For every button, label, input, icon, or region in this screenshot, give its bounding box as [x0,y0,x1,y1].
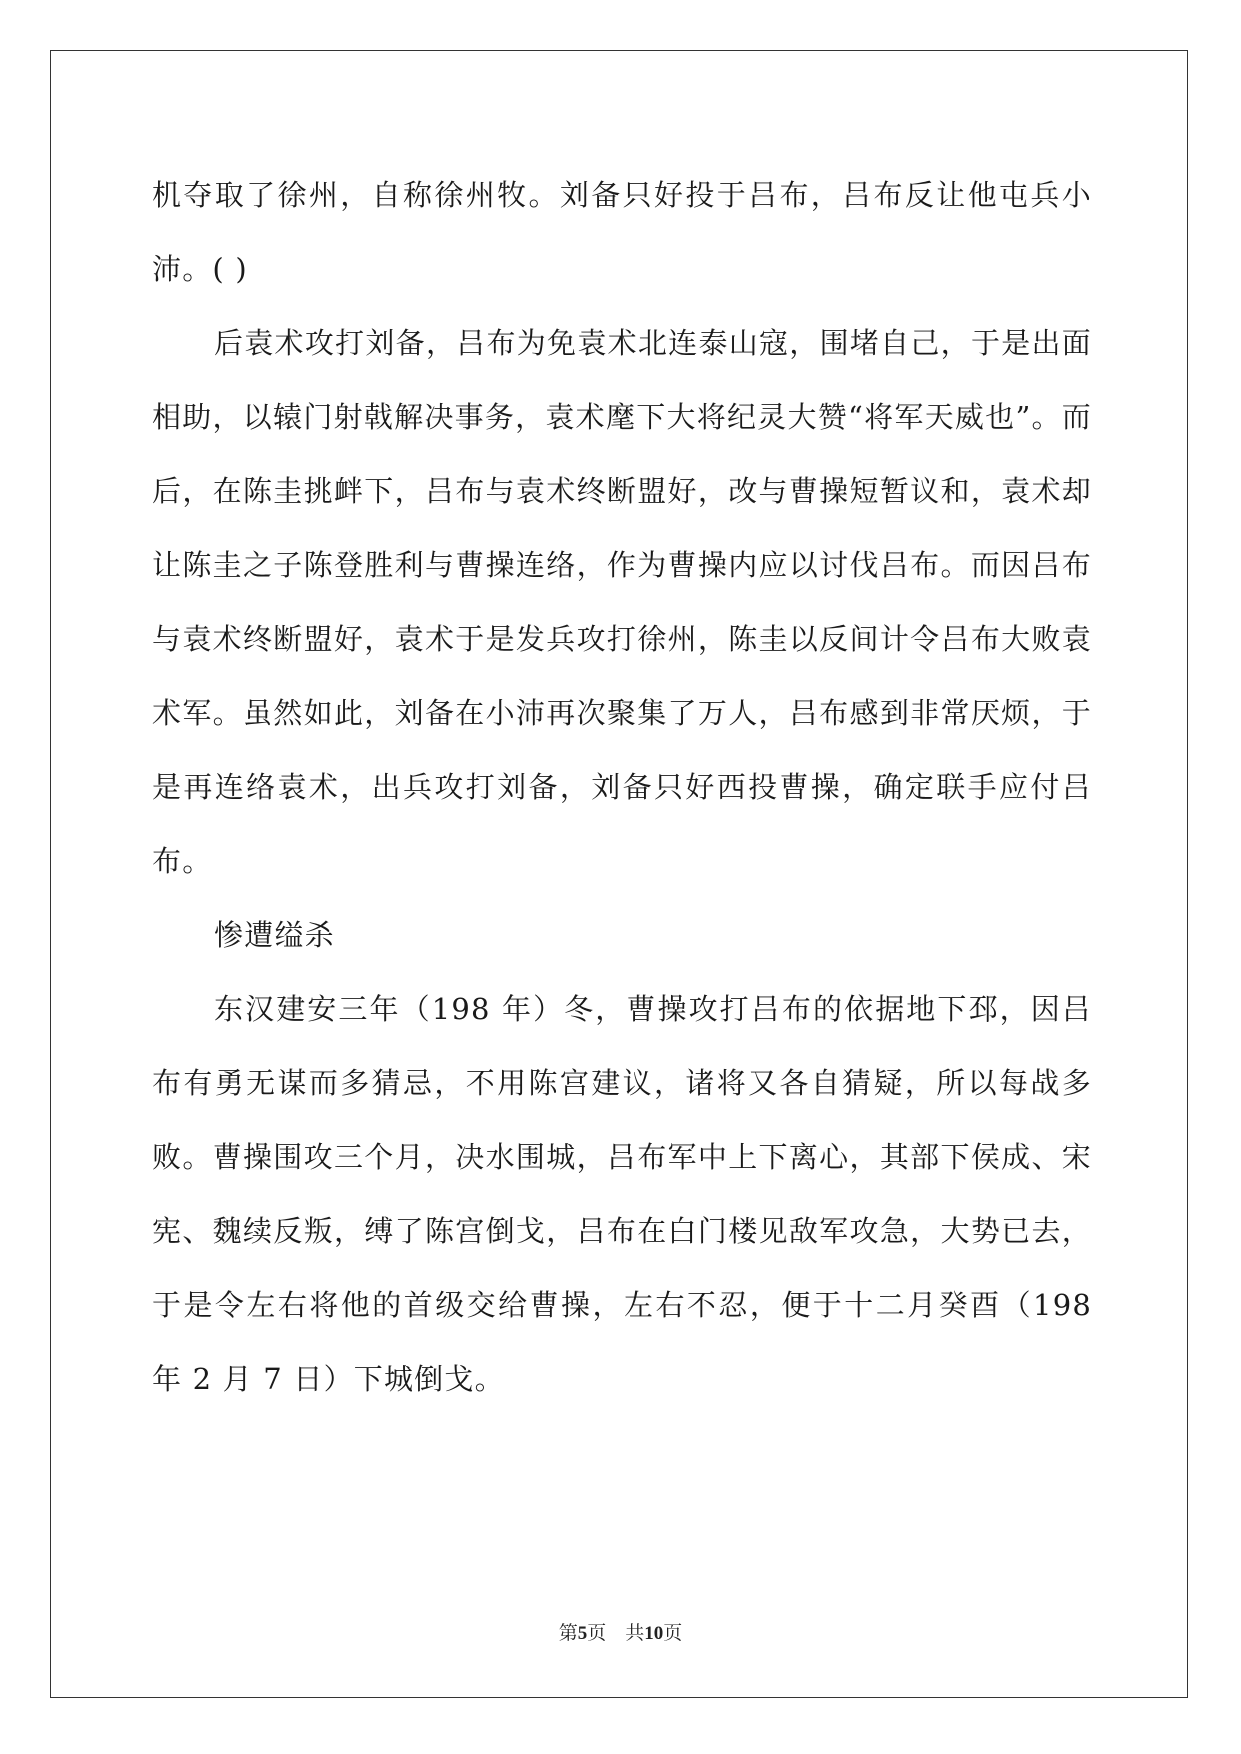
page-footer [0,1618,1241,1645]
page-mid: 页 共 [587,1622,645,1644]
page-prefix: 第 [558,1622,578,1644]
paragraph: 机夺取了徐州，自称徐州牧。刘备只好投于吕布，吕布反让他屯兵小沛。( ) [152,178,1092,286]
section-heading: 惨遭缢杀 [214,918,335,952]
paragraph: 东汉建安三年（198 年）冬，曹操攻打吕布的依据地下邳，因吕布有勇无谋而多猜忌，不用陈宫建议，诸将又各自猜疑，所以每战多败。曹操围攻三个月，决水围城，吕布军中上下离心，其部下侯成、宋宪、魏续反叛，缚了陈宫倒戈，吕布在白门楼见敌军攻急，大势已去，于是令左右将他的首级交给曹操，左右不忍，便于十二月癸酉（198 年 2 月 7 日）下城倒戈。 [152,992,1092,1396]
paragraph: 后袁术攻打刘备，吕布为免袁术北连泰山寇，围堵自己，于是出面相助，以辕门射戟解决事务，袁术麾下大将纪灵大赞“将军天威也”。而后，在陈圭挑衅下，吕布与袁术终断盟好，改与曹操短暂议和，袁术却让陈圭之子陈登胜利与曹操连络，作为曹操内应以讨伐吕布。而因吕布与袁术终断盟好，袁术于是发兵攻打徐州，陈圭以反间计令吕布大败袁术军。虽然如此，刘备在小沛再次聚集了万人，吕布感到非常厌烦，于是再连络袁术，出兵攻打刘备，刘备只好西投曹操，确定联手应付吕布。 [152,326,1092,878]
page-total: 10 [644,1623,664,1644]
page-suffix: 页 [663,1622,683,1644]
page-current: 5 [577,1623,588,1644]
document-body [152,158,1092,1416]
